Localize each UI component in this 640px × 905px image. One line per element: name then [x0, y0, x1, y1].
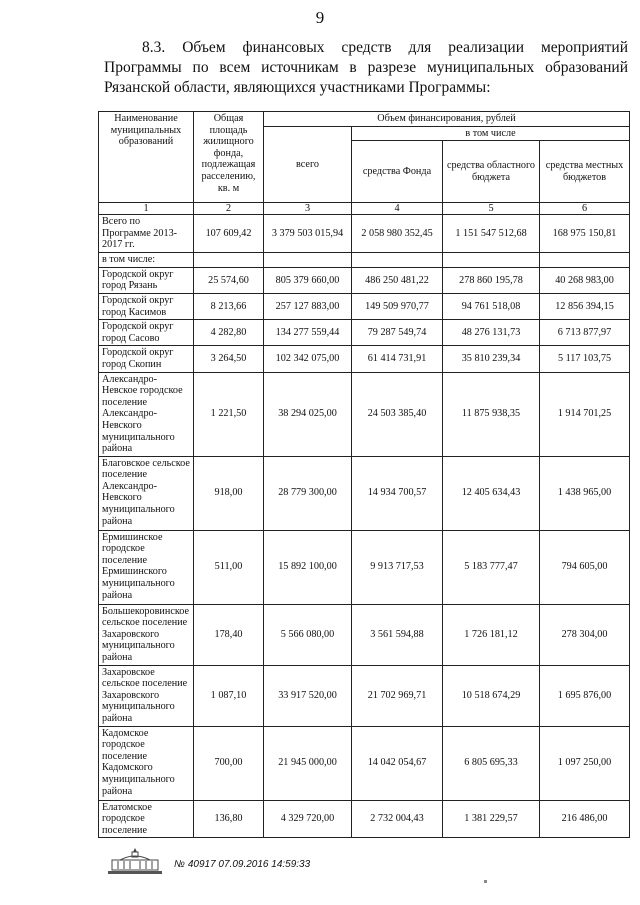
row-local: 216 486,00	[540, 800, 630, 838]
column-index: 1	[99, 203, 194, 215]
table-row	[99, 372, 630, 456]
row-total: 5 566 080,00	[264, 604, 352, 665]
row-local: 1 438 965,00	[540, 456, 630, 530]
row-total: 805 379 660,00	[264, 267, 352, 293]
row-name: Захаровское сельское поселение Захаровского муниципального района	[99, 665, 194, 726]
row-name: Елатомское городское поселение	[99, 800, 194, 838]
row-name: Городской округ город Рязань	[99, 267, 194, 293]
row-area: 178,40	[194, 604, 264, 665]
row-fund: 2 058 980 352,45	[352, 215, 443, 253]
page-number: 9	[315, 8, 325, 27]
stamp-text: 40917 07.09.2016 14:59:33	[187, 859, 311, 870]
row-name: Александро-Невское городское поселение Александро-Невского муниципального района	[99, 372, 194, 456]
row-total: 4 329 720,00	[264, 800, 352, 838]
row-area: 4 282,80	[194, 320, 264, 346]
scan-mark	[484, 880, 487, 883]
row-fund: 24 503 385,40	[352, 372, 443, 456]
row-area: 918,00	[194, 456, 264, 530]
row-fund: 61 414 731,91	[352, 346, 443, 372]
table-row	[99, 293, 630, 319]
total-row	[99, 215, 630, 253]
table-row	[99, 346, 630, 372]
row-area: 511,00	[194, 530, 264, 604]
government-building-icon	[106, 846, 164, 876]
table-row	[99, 800, 630, 838]
registration-stamp	[174, 859, 310, 870]
column-index: 6	[540, 203, 630, 215]
header-regional: средства областного бюджета	[443, 141, 540, 203]
column-index-row	[99, 203, 630, 215]
table-row	[99, 726, 630, 800]
row-local: 6 713 877,97	[540, 320, 630, 346]
row-regional: 11 875 938,35	[443, 372, 540, 456]
row-fund: 3 561 594,88	[352, 604, 443, 665]
row-area: 8 213,66	[194, 293, 264, 319]
row-regional: 5 183 777,47	[443, 530, 540, 604]
row-total: 38 294 025,00	[264, 372, 352, 456]
row-local: 40 268 983,00	[540, 267, 630, 293]
row-area: 25 574,60	[194, 267, 264, 293]
row-area: 136,80	[194, 800, 264, 838]
doc-prefix: №	[174, 859, 185, 870]
row-total: 15 892 100,00	[264, 530, 352, 604]
row-regional: 278 860 195,78	[443, 267, 540, 293]
row-name: Большекоровинское сельское поселение Захаровского муниципального района	[99, 604, 194, 665]
row-name: Городской округ город Касимов	[99, 293, 194, 319]
row-total: 33 917 520,00	[264, 665, 352, 726]
column-index: 5	[443, 203, 540, 215]
footer	[106, 846, 406, 876]
row-local: 12 856 394,15	[540, 293, 630, 319]
row-area: 700,00	[194, 726, 264, 800]
row-regional: 48 276 131,73	[443, 320, 540, 346]
table-row	[99, 456, 630, 530]
row-regional: 10 518 674,29	[443, 665, 540, 726]
column-index: 4	[352, 203, 443, 215]
row-regional: 1 726 181,12	[443, 604, 540, 665]
row-fund: 486 250 481,22	[352, 267, 443, 293]
including-label: в том числе:	[99, 253, 194, 268]
heading-line-1: 8.3. Объем финансовых средств для реализации мероприятий	[142, 39, 628, 56]
row-total: 3 379 503 015,94	[264, 215, 352, 253]
row-area: 3 264,50	[194, 346, 264, 372]
header-area: Общая площадь жилищного фонда, подлежащая расселению, кв. м	[194, 112, 264, 203]
row-local: 1 097 250,00	[540, 726, 630, 800]
row-local: 1 695 876,00	[540, 665, 630, 726]
table-row	[99, 267, 630, 293]
column-index: 2	[194, 203, 264, 215]
row-total: 28 779 300,00	[264, 456, 352, 530]
section-heading	[104, 38, 628, 98]
header-including: в том числе	[352, 126, 630, 141]
header-local: средства местных бюджетов	[540, 141, 630, 203]
row-regional: 35 810 239,34	[443, 346, 540, 372]
row-total: 257 127 883,00	[264, 293, 352, 319]
row-area: 1 087,10	[194, 665, 264, 726]
row-regional: 94 761 518,08	[443, 293, 540, 319]
row-regional: 6 805 695,33	[443, 726, 540, 800]
row-total: 134 277 559,44	[264, 320, 352, 346]
table-row	[99, 604, 630, 665]
row-name: Городской округ город Сасово	[99, 320, 194, 346]
header-funding: Объем финансирования, рублей	[264, 112, 630, 127]
including-row	[99, 253, 630, 268]
row-area: 107 609,42	[194, 215, 264, 253]
table-row	[99, 530, 630, 604]
header-total: всего	[264, 126, 352, 203]
row-name: Ермишинское городское поселение Ермишинского муниципального района	[99, 530, 194, 604]
row-total: 21 945 000,00	[264, 726, 352, 800]
row-fund: 79 287 549,74	[352, 320, 443, 346]
header-fund: средства Фонда	[352, 141, 443, 203]
heading-line-3: Рязанской области, являющихся участниками Программы:	[104, 79, 491, 96]
row-area: 1 221,50	[194, 372, 264, 456]
row-local: 5 117 103,75	[540, 346, 630, 372]
row-fund: 14 934 700,57	[352, 456, 443, 530]
row-name: Благовское сельское поселение Александро-Невского муниципального района	[99, 456, 194, 530]
funding-table	[98, 111, 630, 838]
row-total: 102 342 075,00	[264, 346, 352, 372]
row-regional: 1 381 229,57	[443, 800, 540, 838]
row-fund: 149 509 970,77	[352, 293, 443, 319]
row-name: Всего по Программе 2013-2017 гг.	[99, 215, 194, 253]
row-fund: 21 702 969,71	[352, 665, 443, 726]
table-row	[99, 665, 630, 726]
row-name: Городской округ город Скопин	[99, 346, 194, 372]
heading-line-2: Программы по всем источникам в разрезе муниципальных образований	[104, 59, 628, 76]
row-local: 1 914 701,25	[540, 372, 630, 456]
row-regional: 1 151 547 512,68	[443, 215, 540, 253]
row-fund: 14 042 054,67	[352, 726, 443, 800]
row-regional: 12 405 634,43	[443, 456, 540, 530]
row-fund: 2 732 004,43	[352, 800, 443, 838]
header-name: Наименование муниципальных образований	[99, 112, 194, 203]
row-local: 278 304,00	[540, 604, 630, 665]
row-name: Кадомское городское поселение Кадомского муниципального района	[99, 726, 194, 800]
column-index: 3	[264, 203, 352, 215]
table-row	[99, 320, 630, 346]
row-local: 168 975 150,81	[540, 215, 630, 253]
row-local: 794 605,00	[540, 530, 630, 604]
row-fund: 9 913 717,53	[352, 530, 443, 604]
